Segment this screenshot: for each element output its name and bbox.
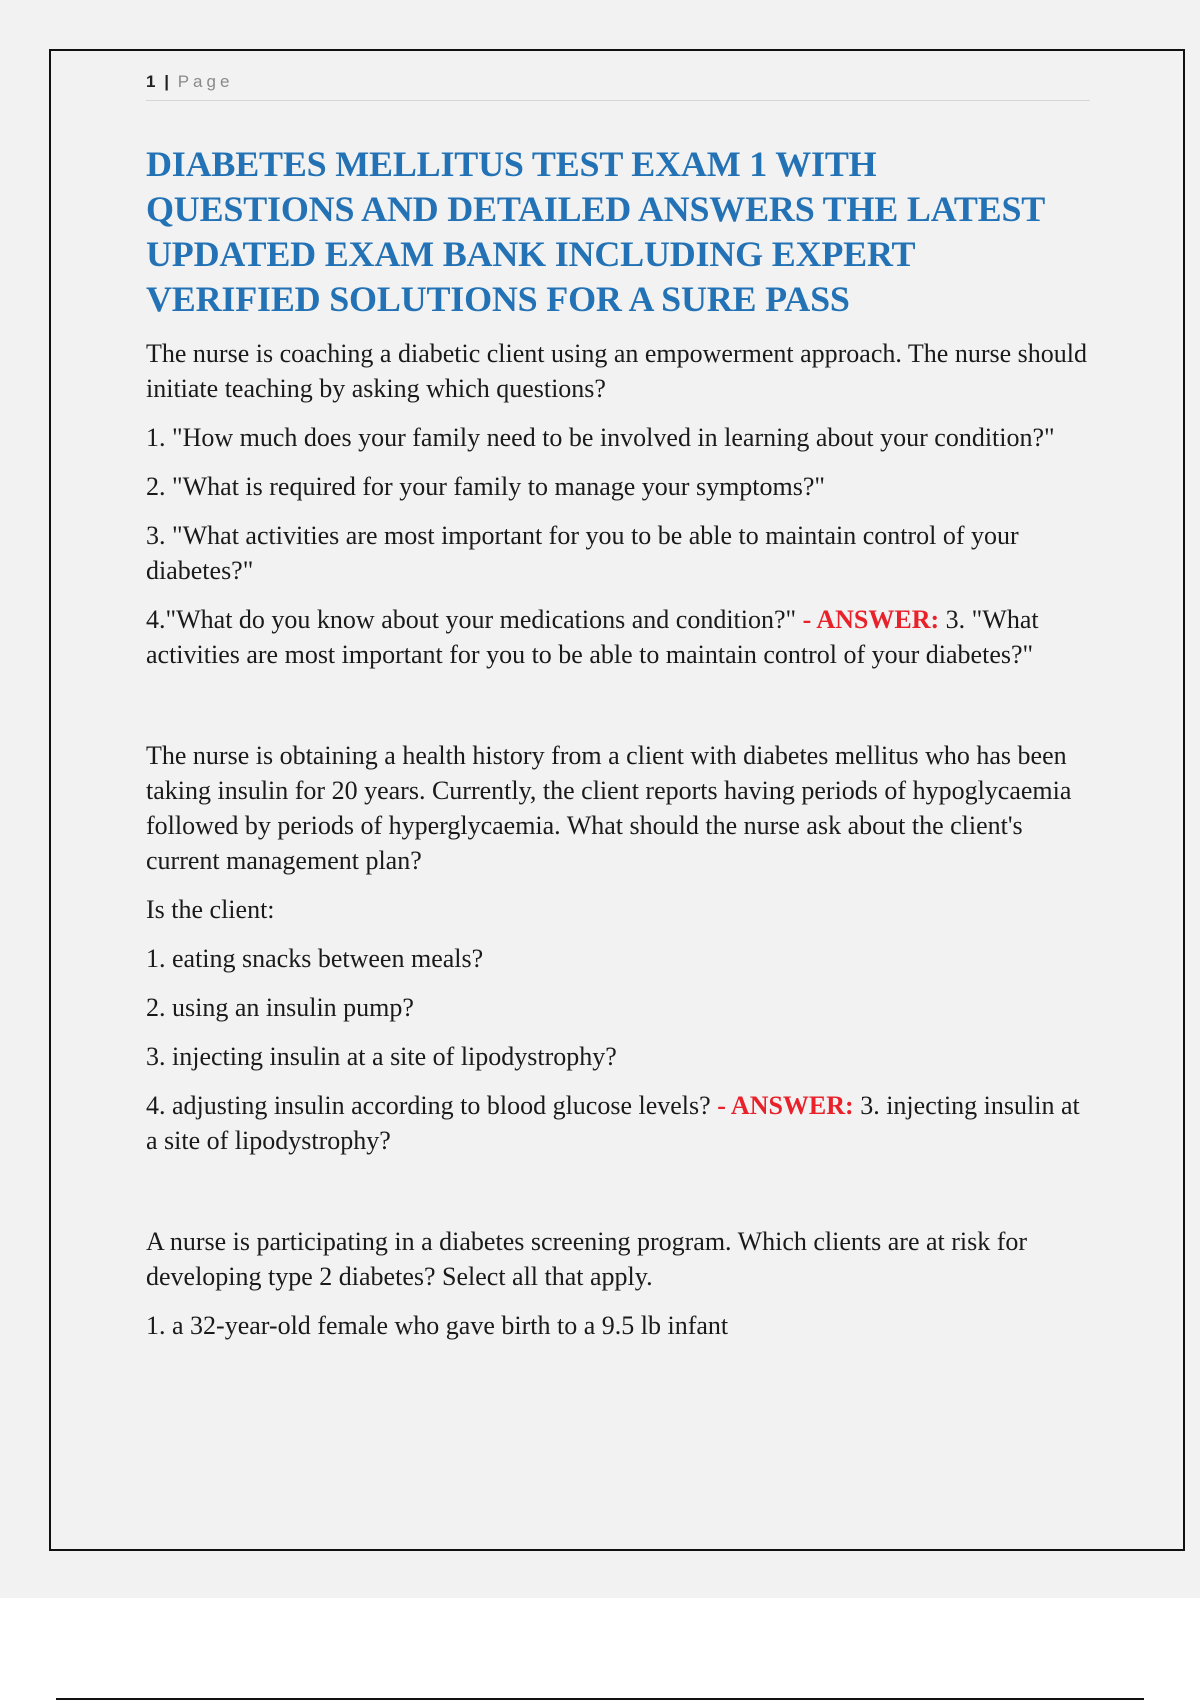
question-1-option-1: 1. "How much does your family need to be involved in learning about your condition?" <box>146 423 1055 452</box>
question-1-option-3: 3. "What activities are most important for you to be able to maintain control of your diabetes?" <box>146 521 1019 585</box>
question-2-option-2: 2. using an insulin pump? <box>146 993 414 1022</box>
question-2-lead: Is the client: <box>146 895 275 924</box>
question-1-answer: 3. "What activities are most important for you to be able to maintain control of your diabetes?" <box>146 605 1039 669</box>
question-1-stem: The nurse is coaching a diabetic client using an empowerment approach. The nurse should initiate teaching by asking which questions? <box>146 339 1088 403</box>
document-body <box>146 142 1090 1357</box>
page-label: Page <box>177 72 234 91</box>
question-3-option-1: 1. a 32-year-old female who gave birth to a 9.5 lb infant <box>146 1311 729 1340</box>
spacer <box>146 1172 1090 1224</box>
document-title: DIABETES MELLITUS TEST EXAM 1 WITH QUESTIONS AND DETAILED ANSWERS THE LATEST UPDATED EXAM BANK INCLUDING EXPERT VERIFIED SOLUTIONS FOR A SURE PASS <box>146 144 1045 319</box>
page-number: 1 <box>146 72 156 91</box>
question-3-stem: A nurse is participating in a diabetes screening program. Which clients are at risk for developing type 2 diabetes? Select all that apply. <box>146 1227 1028 1291</box>
question-1-option-2: 2. "What is required for your family to manage your symptoms?" <box>146 472 826 501</box>
header-separator: | <box>164 72 169 91</box>
question-1-option-4-with-answer <box>146 602 1090 672</box>
question-2-answer: 3. injecting insulin at a site of lipodystrophy? <box>146 1091 1080 1155</box>
question-2-stem: The nurse is obtaining a health history from a client with diabetes mellitus who has been taking insulin for 20 years. Currently, the client reports having periods of hypoglycaemia followed by periods of hyperglycaemia. What should the nurse ask about the client's current management plan? <box>146 741 1072 875</box>
question-2-option-4: 4. adjusting insulin according to blood glucose levels? <box>146 1091 711 1120</box>
question-2-option-3: 3. injecting insulin at a site of lipodystrophy? <box>146 1042 617 1071</box>
question-1-option-4: 4."What do you know about your medications and condition?" <box>146 605 797 634</box>
question-2-option-1: 1. eating snacks between meals? <box>146 944 484 973</box>
question-2-option-4-with-answer <box>146 1088 1090 1158</box>
spacer <box>146 686 1090 738</box>
answer-label: - ANSWER: <box>796 605 940 634</box>
page-header <box>146 72 1090 101</box>
answer-label: - ANSWER: <box>710 1091 854 1120</box>
